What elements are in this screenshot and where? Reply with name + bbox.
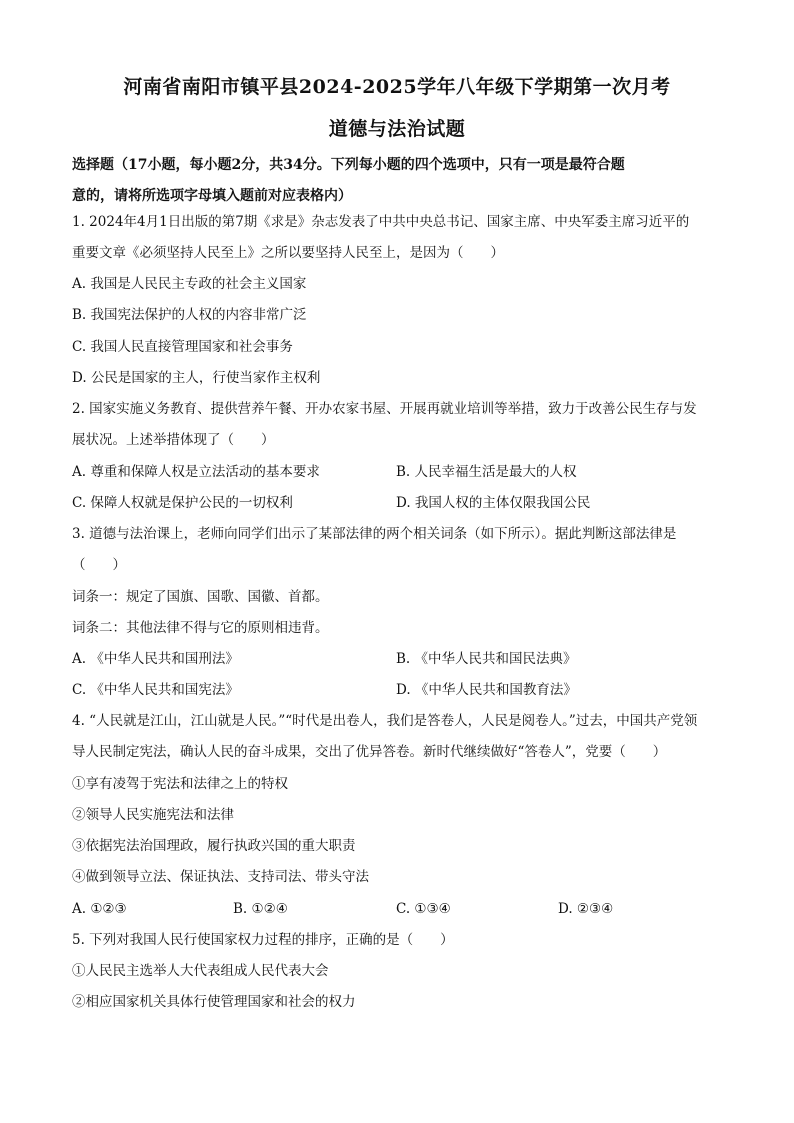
q4-item-2: ②领导人民实施宪法和法律 bbox=[72, 807, 234, 823]
instructions-line-2: 意的，请将所选项字母填入题前对应表格内） bbox=[72, 188, 352, 204]
q4-item-4: ④做到领导立法、保证执法、支持司法、带头守法 bbox=[72, 869, 369, 885]
q5-item-1: ①人民民主选举人大代表组成人民代表大会 bbox=[72, 963, 329, 979]
q4-option-d: D. ②③④ bbox=[558, 901, 614, 917]
q1-option-a: A. 我国是人民民主专政的社会主义国家 bbox=[72, 276, 307, 292]
q3-option-d: D. 《中华人民共和国教育法》 bbox=[396, 682, 577, 698]
q4-option-c: C. ①③④ bbox=[396, 901, 451, 917]
q1-option-c: C. 我国人民直接管理国家和社会事务 bbox=[72, 339, 293, 355]
q2-option-d: D. 我国人权的主体仅限我国公民 bbox=[396, 495, 591, 511]
q3-entry-1: 词条一：规定了国旗、国歌、国徽、首都。 bbox=[72, 589, 329, 605]
q1-stem-2: 重要文章《必须坚持人民至上》之所以要坚持人民至上，是因为（ ） bbox=[72, 245, 504, 261]
exam-subject: 道德与法治试题 bbox=[328, 118, 466, 140]
q2-option-b: B. 人民幸福生活是最大的人权 bbox=[396, 464, 577, 480]
q2-stem-1: 2. 国家实施义务教育、提供营养午餐、开办农家书屋、开展再就业培训等举措，致力于改善公民生存与发 bbox=[72, 401, 697, 417]
q4-item-1: ①享有凌驾于宪法和法律之上的特权 bbox=[72, 776, 288, 792]
q2-option-a: A. 尊重和保障人权是立法活动的基本要求 bbox=[72, 464, 320, 480]
q1-option-b: B. 我国宪法保护的人权的内容非常广泛 bbox=[72, 307, 307, 323]
exam-title: 河南省南阳市镇平县2024-2025学年八年级下学期第一次月考 bbox=[123, 76, 671, 98]
section-instructions bbox=[72, 150, 727, 212]
q1-option-d: D. 公民是国家的主人，行使当家作主权利 bbox=[72, 370, 321, 386]
q3-option-a: A. 《中华人民共和国刑法》 bbox=[72, 651, 239, 667]
q5-item-2: ②相应国家机关具体行使管理国家和社会的权力 bbox=[72, 994, 356, 1010]
q5-stem: 5. 下列对我国人民行使国家权力过程的排序，正确的是（ ） bbox=[72, 932, 454, 948]
q3-stem-1: 3. 道德与法治课上，老师向同学们出示了某部法律的两个相关词条（如下所示）。据此判断这部法律是 bbox=[72, 526, 677, 542]
q3-stem-2: （ ） bbox=[72, 557, 126, 573]
q4-option-b: B. ①②④ bbox=[233, 901, 288, 917]
q2-option-c: C. 保障人权就是保护公民的一切权利 bbox=[72, 495, 293, 511]
q4-item-3: ③依据宪法治国理政，履行执政兴国的重大职责 bbox=[72, 838, 356, 854]
q3-option-c: C. 《中华人民共和国宪法》 bbox=[72, 682, 239, 698]
q4-option-a: A. ①②③ bbox=[72, 901, 127, 917]
q3-option-b: B. 《中华人民共和国民法典》 bbox=[396, 651, 577, 667]
q4-stem-2: 导人民制定宪法，确认人民的奋斗成果，交出了优异答卷。新时代继续做好“答卷人”，党要（ ） bbox=[72, 744, 667, 760]
q3-entry-2: 词条二：其他法律不得与它的原则相违背。 bbox=[72, 620, 329, 636]
q1-stem-1: 1. 2024年4月1日出版的第7期《求是》杂志发表了中共中央总书记、国家主席、中央军委主席习近平的 bbox=[72, 214, 690, 230]
q4-stem-1: 4. “人民就是江山，江山就是人民。”“时代是出卷人，我们是答卷人，人民是阅卷人。”过去，中国共产党领 bbox=[72, 713, 698, 729]
instructions-line-1: 选择题（17小题，每小题2分，共34分。下列每小题的四个选项中，只有一项是最符合题 bbox=[72, 157, 625, 173]
q2-stem-2: 展状况。上述举措体现了（ ） bbox=[72, 432, 275, 448]
